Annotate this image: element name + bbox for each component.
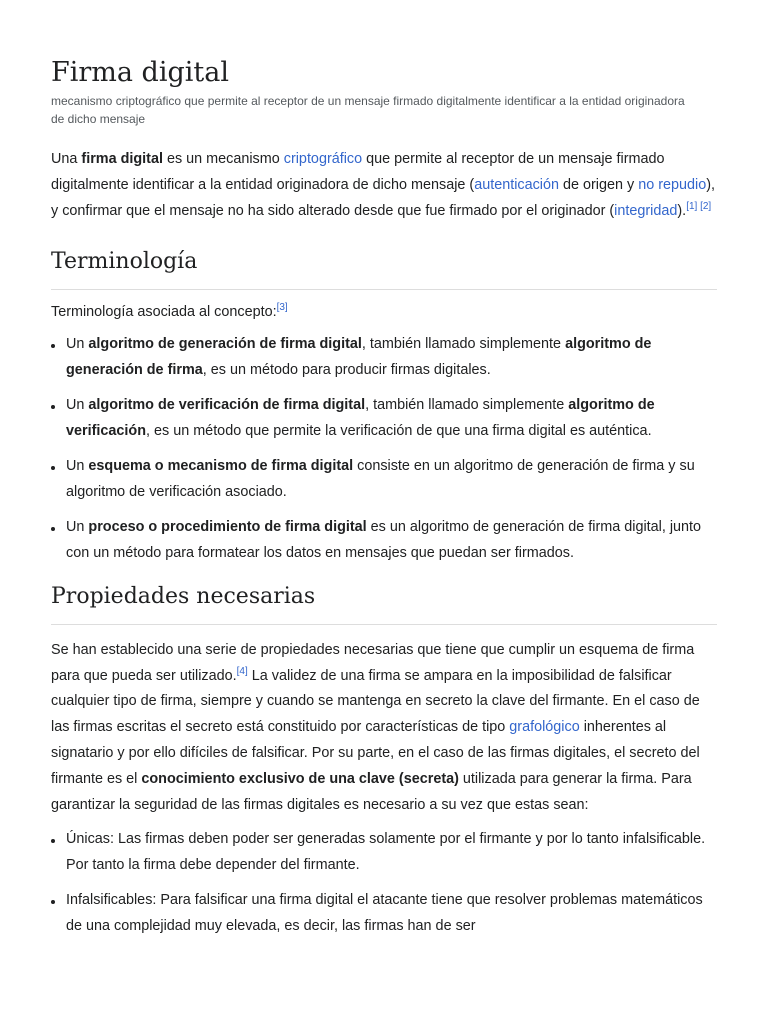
intro-text: que permite al receptor de un mensaje firmado digitalmente identificar a la entidad originadora de dicho mensaje ( [51,151,665,193]
section-heading-terminologia: Terminología [51,247,717,290]
page-subtitle: mecanismo criptográfico que permite al receptor de un mensaje firmado digitalmente identificar a la entidad originadora de dicho mensaje [51,94,685,126]
link-no-repudio[interactable]: no repudio [638,176,707,193]
paragraph-text: inherentes al signatario y por ello difíciles de falsificar. Por su parte, en el caso de las firmas digitales, el secreto del firmante es el [51,719,700,787]
list-item [51,332,717,384]
paragraph-text: La validez de una firma se ampara en la imposibilidad de falsificar cualquier tipo de firma, siempre y cuando se mantenga en secreto la clave del firmante. En el caso de las firmas escritas el secreto está constituido por características de tipo [51,667,700,736]
item-text: , también llamado simplemente [361,336,566,353]
item-text: Un [66,519,89,536]
list-item [51,515,717,567]
intro-paragraph [51,147,717,224]
item-bold: algoritmo de generación de firma digital [88,336,362,353]
item-bold: algoritmo de verificación de firma digital [88,397,366,414]
reference-link-4[interactable]: [4] [236,665,248,677]
reference-link-3[interactable]: [3] [276,302,288,314]
reference-link-1[interactable]: [1] [686,200,698,212]
list-item [51,393,717,445]
list-item: Infalsificables: Para falsificar una firma digital el atacante tiene que resolver problemas matemáticos de una complejidad muy elevada, es decir, las firmas han de ser [51,888,717,940]
intro-text: es un mecanismo [162,151,284,167]
intro-bold-term: firma digital [81,151,163,167]
list-item [51,454,717,506]
item-text: , es un método para producir firmas digitales. [202,361,491,378]
paragraph-bold: conocimiento exclusivo de una clave (secreta) [141,770,459,787]
link-grafologico[interactable]: grafológico [509,719,580,736]
intro-text: ), y confirmar que el mensaje no ha sido alterado desde que fue firmado por el originador ( [51,176,716,219]
intro-text: Una [51,151,82,167]
terminologia-intro [51,300,717,326]
propiedades-paragraph [51,638,717,819]
page-title: Firma digital [51,57,229,88]
link-autenticacion[interactable]: autenticación [474,176,559,193]
item-text: es un algoritmo de generación de firma digital, junto con un método para formatear los datos en mensajes que puedan ser firmados. [66,519,702,561]
item-bold: proceso o procedimiento de firma digital [88,519,367,536]
paragraph-text: utilizada para generar la firma. Para garantizar la seguridad de las firmas digitales es necesario a su vez que estas sean: [51,770,692,813]
item-text: , es un método que permite la verificación de que una firma digital es auténtica. [146,422,652,439]
item-text: , también llamado simplemente [365,397,569,414]
intro-text: de origen y [559,176,639,193]
item-bold: algoritmo de generación de firma [66,336,652,378]
item-text: consiste en un algoritmo de generación de firma y su algoritmo de verificación asociado. [66,458,695,500]
terminologia-list [51,332,717,567]
propiedades-list [51,827,717,940]
item-text: Un [66,336,89,353]
link-integridad[interactable]: integridad [614,202,678,219]
link-criptografico[interactable]: criptográfico [283,151,363,167]
section-heading-propiedades: Propiedades necesarias [51,582,717,625]
intro-text: ). [677,202,687,219]
reference-link-2[interactable]: [2] [700,200,712,212]
paragraph-text: Se han establecido una serie de propiedades necesarias que tiene que cumplir un esquema de firma para que pueda ser utilizado. [51,641,695,684]
item-bold: algoritmo de verificación [66,397,655,439]
list-item: Únicas: Las firmas deben poder ser generadas solamente por el firmante y por lo tanto infalsificable. Por tanto la firma debe depender del firmante. [51,827,717,879]
terminologia-intro-text: Terminología asociada al concepto: [51,304,277,321]
item-text: Un [66,458,89,475]
item-bold: esquema o mecanismo de firma digital [88,458,354,475]
item-text: Un [66,397,89,414]
